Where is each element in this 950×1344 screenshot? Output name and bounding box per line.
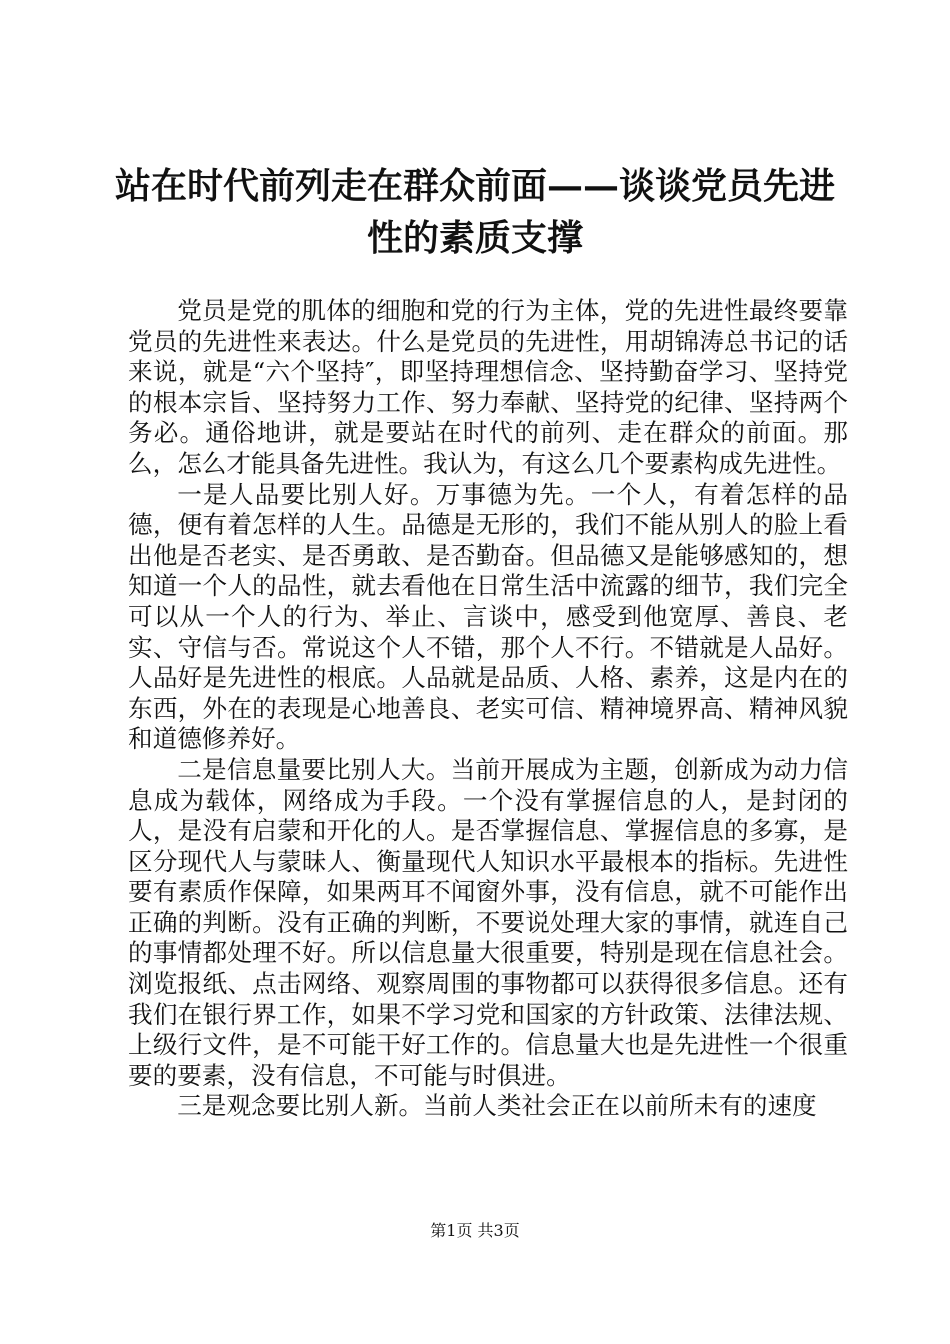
document-body (128, 296, 848, 1122)
document-title: 站在时代前列走在群众前面——谈谈党员先进性的素质支撑 (114, 165, 835, 259)
paragraph: 三是观念要比别人新。当前人类社会正在以前所未有的速度 (177, 1091, 817, 1121)
page-number: 第1页 共3页 (430, 1221, 520, 1240)
paragraph: 党员是党的肌体的细胞和党的行为主体，党的先进性最终要靠党员的先进性来表达。什么是党员的先进性，用胡锦涛总书记的话来说，就是“六个坚持″，即坚持理想信念、坚持勤奋学习、坚持党的根本宗旨、坚持努力工作、努力奉献、坚持党的纪律、坚持两个务必。通俗地讲，就是要站在时代的前列、走在群众的前面。那么，怎么才能具备先进性。我认为，有这么几个要素构成先进性。 (128, 296, 848, 478)
paragraph: 一是人品要比别人好。万事德为先。一个人，有着怎样的品德，便有着怎样的人生。品德是无形的，我们不能从别人的脸上看出他是否老实、是否勇敢、是否勤奋。但品德又是能够感知的，想知道一个人的品性，就去看他在日常生活中流露的细节，我们完全可以从一个人的行为、举止、言谈中，感受到他宽厚、善良、老实、守信与否。常说这个人不错，那个人不行。不错就是人品好。人品好是先进性的根底。人品就是品质、人格、素养，这是内在的东西，外在的表现是心地善良、老实可信、精神境界高、精神风貌和道德修养好。 (128, 479, 848, 754)
paragraph: 二是信息量要比别人大。当前开展成为主题，创新成为动力信息成为载体，网络成为手段。一个没有掌握信息的人，是封闭的人，是没有启蒙和开化的人。是否掌握信息、掌握信息的多寡，是区分现代人与蒙昧人、衡量现代人知识水平最根本的指标。先进性要有素质作保障，如果两耳不闻窗外事，没有信息，就不可能作出正确的判断。没有正确的判断，不要说处理大家的事情，就连自己的事情都处理不好。所以信息量大很重要，特别是现在信息社会。浏览报纸、点击网络、观察周围的事物都可以获得很多信息。还有我们在银行界工作，如果不学习党和国家的方针政策、法律法规、上级行文件，是不可能干好工作的。信息量大也是先进性一个很重要的要素，没有信息，不可能与时俱进。 (128, 754, 848, 1090)
